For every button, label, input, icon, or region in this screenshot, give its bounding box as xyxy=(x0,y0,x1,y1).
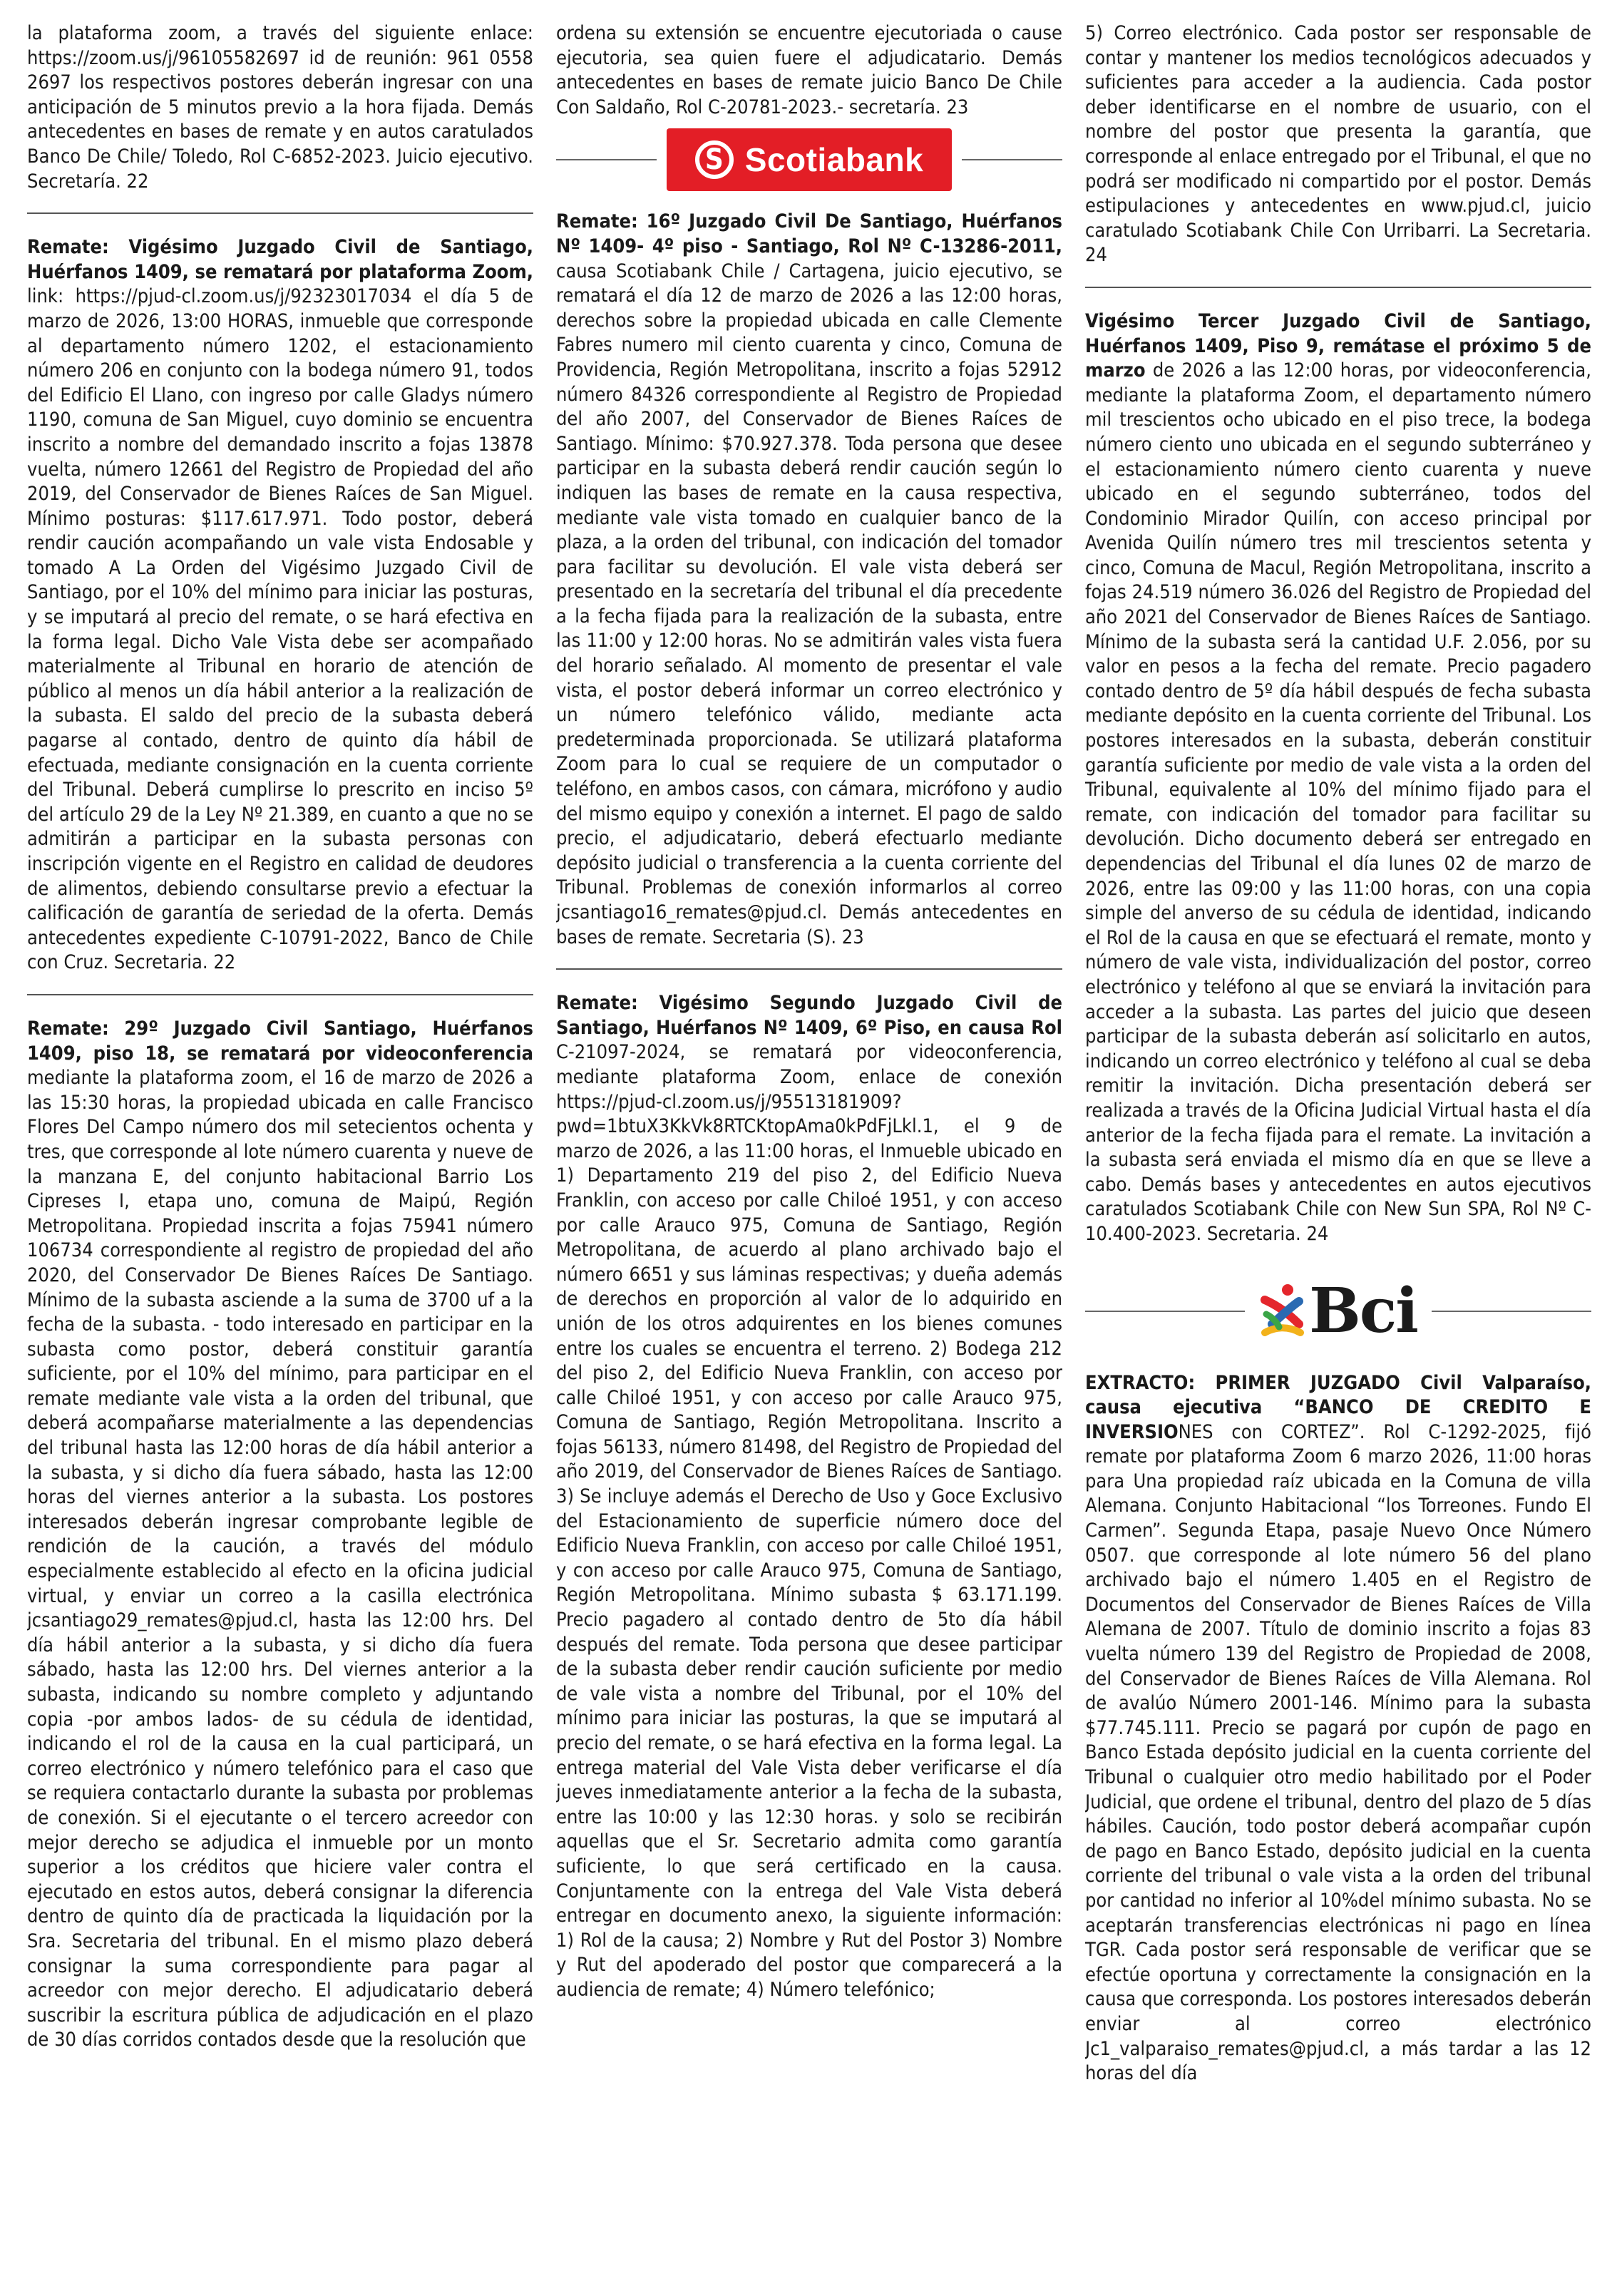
notice-divider xyxy=(27,212,533,214)
bci-logo xyxy=(1259,1274,1417,1347)
column-3 xyxy=(1085,21,1591,2282)
notice-heading: Remate: Vigésimo Segundo Juzgado Civil de Santiago, Huérfanos Nº 1409, 6º Piso, en causa Rol xyxy=(556,992,1062,1039)
auction-notice xyxy=(556,21,1062,120)
notice-body: NES con CORTEZ”. Rol C-1292-2025, fijó remate por plataforma Zoom 6 marzo 2026, 11:00 horas para Una propiedad raíz ubicada en la Comuna de villa Alemana. Conjunto Habitacional “los Torreones. Fundo El Carmen”. Segunda Etapa, pasaje Nuevo Once Número 0507. que corresponde al lote número 56 del plano archivado bajo el número 1.405 en el Registro de Documentos del Conservador de Bienes Raíces de Villa Alemana de 2007. Título de dominio inscrito a fojas 83 vuelta número 139 del Registro de Propiedad de 2008, del Conservador de Bienes Raíces de Villa Alemana. Rol de avalúo Número 2001-146. Mínimo para la subasta $77.745.111. Precio se pagará por cupón de pago en Banco Estada depósito judicial en la cuenta corriente del Tribunal o cualquier otro medio habilitado por el Poder Judicial, que ordene el tribunal, dentro del plazo de 5 días hábiles. Caución, todo postor deberá acompañar cupón de pago en Banco Estado, depósito judicial en la cuenta corriente del tribunal o vale vista a la orden del tribunal por cantidad no inferior al 10%del mínimo subasta. No se aceptarán transferencias electrónicas ni pago en línea TGR. Cada postor será responsable de verificar que se efectúe oportuna y correctamente la consignación en la causa que corresponda. Los postores interesados deberán enviar al correo electrónico Jc1_valparaiso_remates@pjud.cl, a más tardar a las 12 horas del día xyxy=(1085,1420,1591,2085)
auction-notice xyxy=(556,991,1062,2002)
auction-notice xyxy=(1085,21,1591,268)
auction-notice xyxy=(27,235,533,975)
notice-heading: EXTRACTO: PRIMER JUZGADO Civil Valparaíso, causa ejecutiva “BANCO DE CREDITO E INVERSIO xyxy=(1085,1371,1591,1443)
scotiabank-s-icon: S xyxy=(695,140,734,179)
bci-logo-block xyxy=(1085,1274,1591,1347)
notice-body: mediante la plataforma zoom, el 16 de marzo de 2026 a las 15:30 horas, la propiedad ubicada en calle Francisco Flores Del Campo número dos mil setecientos ochenta y tres, que corresponde al lote número cuarenta y nueve de la manzana E, del conjunto habitacional Barrio Los Cipreses I, etapa uno, comuna de Maipú, Región Metropolitana. Propiedad inscrita a fojas 75941 número 106734 correspondiente al registro de propiedad del año 2020, del Conservador De Bienes Raíces De Santiago. Mínimo de la subasta asciende a la suma de 3700 uf a la fecha de la subasta. - todo interesado en participar en la subasta como postor, deberá constituir garantía suficiente, por el 10% del mínimo, para participar en el remate mediante vale vista a la orden del tribunal, que deberá acompañarse materialmente a las dependencias del tribunal hasta las 12:00 horas de día hábil anterior a la subasta, y si dicho día fuera sábado, hasta las 12:00 horas del viernes anterior a la subasta. Los postores interesados deberán ingresar comprobante legible de rendición de la caución, a través del módulo especialmente establecido al efecto en la oficina judicial virtual, y enviar un correo a la casilla electrónica jcsantiago29_remates@pjud.cl, hasta las 12:00 hrs. Del día hábil anterior a la subasta, y si dicho día fuera sábado, hasta las 12:00 hrs. Del viernes anterior a la subasta, indicando su nombre completo y adjuntando copia -por ambos lados- de su cédula de identidad, indicando el rol de la causa en la cual participará, un correo electrónico y número telefónico para el caso que se requiera contactarlo durante la subasta por problemas de conexión. Si el ejecutante o el tercero acreedor con mejor derecho se adjudica el inmueble por un monto superior a los créditos que hiciere valer contra el ejecutado en estos autos, deberá consignar la diferencia dentro de quinto día de practicada la liquidación por la Sra. Secretaria del tribunal. En el mismo plazo deberá consignar la suma correspondiente para pagar al acreedor con mejor derecho. El adjudicatario deberá suscribir la escritura pública de adjudicación en el plazo de 30 días corridos contados desde que la resolución que xyxy=(27,1067,533,2051)
bci-wordmark: Bci xyxy=(1309,1274,1417,1347)
notice-body: de 2026 a las 12:00 horas, por videoconferencia, mediante la plataforma Zoom, el departamento número mil trescientos ocho ubicado en el piso trece, la bodega número ciento uno ubicada en el segundo subterráneo y el estacionamiento número ciento cuarenta y nueve ubicado en el segundo subterráneo, todos del Condominio Mirador Quilín, con acceso principal por Avenida Quilín número tres mil trescientos setenta y cinco, Comuna de Macul, Región Metropolitana, inscrito a fojas 24.519 número 36.026 del Registro de Propiedad del año 2021 del Conservador de Bienes Raíces de Santiago. Mínimo de la subasta será la cantidad U.F. 2.056, por su valor en pesos a la fecha del remate. Precio pagadero contado dentro de 5º día hábil después de fecha subasta mediante depósito en la cuenta corriente del Tribunal. Los postores interesados en la subasta, deberán constituir garantía suficiente por medio de vale vista a la orden del Tribunal, equivalente al 10% del mínimo fijado para el remate, con indicación del tomador para facilitar su devolución. Dicho documento deberá ser entregado en dependencias del Tribunal el día lunes 02 de marzo de 2026, entre las 09:00 y las 11:00 horas, con una copia simple del anverso de su cédula de identidad, indicando el Rol de la causa en que se efectuará el remate, monto y número de vale vista, individualización del postor, correo electrónico y teléfono al que se enviará la invitación para acceder a la subasta. Las partes del juicio que deseen participar de la subasta deberán así solicitarlo en autos, indicando un correo electrónico y teléfono al cual se deba remitir la invitación. Dicha presentación deberá ser realizada a través de la Oficina Judicial Virtual hasta el día anterior de la fecha fijada para el remate. La invitación a la subasta será enviada el mismo día en que se lleve a cabo. Demás bases y antecedentes en autos ejecutivos caratulados Scotiabank Chile con New Sun SPA, Rol Nº C-10.400-2023. Secretaria. 24 xyxy=(1085,359,1591,1245)
auction-notice xyxy=(1085,1371,1591,2086)
scotiabank-logo-block xyxy=(556,127,1062,193)
notice-body: la plataforma zoom, a través del siguiente enlace: https://zoom.us/j/96105582697 id de reunión: 961 0558 2697 los respectivos postores deberán ingresar con una anticipación de 5 minutos previo a la hora fijada. Demás antecedentes en bases de remate y en autos caratulados Banco De Chile/ Toledo, Rol C-6852-2023. Juicio ejecutivo. Secretaría. 22 xyxy=(27,22,533,193)
logo-rule-left xyxy=(1085,1311,1245,1312)
notice-divider xyxy=(1085,287,1591,288)
notice-body: C-21097-2024, se rematará por videoconferencia, mediante plataforma Zoom, enlace de conexión https://pjud-cl.zoom.us/j/95513181909?pwd=1btuX3KkVk8RTCKtopAma0kPdFjLkl.1, el 9 de marzo de 2026, a las 11:00 horas, el Inmueble ubicado en 1) Departamento 219 del piso 2, del Edificio Nueva Franklin, con acceso por calle Chiloé 1951, y con acceso por calle Arauco 975, Comuna de Santiago, Región Metropolitana, de acuerdo al plano archivado bajo el número 6651 y sus láminas respectivas; y dueña además de derechos en proporción al valor de lo adquirido en unión de los otros adquirentes en los bienes comunes entre los cuales se encuentra el terreno. 2) Bodega 212 del piso 2, del Edificio Nueva Franklin, con acceso por calle Chiloé 1951, y con acceso por calle Arauco 975, Comuna de Santiago, Región Metropolitana. Inscrito a fojas 56133, número 81498, del Registro de Propiedad del año 2019, del Conservador de Bienes Raíces de Santiago. 3) Se incluye además el Derecho de Uso y Goce Exclusivo del Estacionamiento de superficie número doce del Edificio Nueva Franklin, con acceso por calle Chiloé 1951, y con acceso por calle Arauco 975, Comuna de Santiago, Región Metropolitana. Mínimo subasta $ 63.171.199. Precio pagadero al contado dentro de 5to día hábil después del remate. Toda persona que desee participar de la subasta deber rendir caución suficiente por medio de vale vista a nombre del Tribunal, por el 10% del mínimo para iniciar las posturas, la que se imputará al precio del remate, o se hará efectiva en la forma legal. La entrega material del Vale Vista deber verificarse el día jueves inmediatamente anterior a la fecha de la subasta, entre las 10:00 y las 12:30 horas. y solo se recibirán aquellas que el Sr. Secretario admita como garantía suficiente, lo que será certificado en la causa. Conjuntamente con la entrega del Vale Vista deberá entregar en documento anexo, la siguiente información: 1) Rol de la causa; 2) Nombre y Rut del Postor 3) Nombre y Rut del apoderado del postor que comparecerá a la audiencia de remate; 4) Número telefónico; xyxy=(556,1041,1062,2001)
scotiabank-logo xyxy=(667,128,952,191)
logo-rule-right xyxy=(962,159,1062,160)
logo-rule-right xyxy=(1432,1311,1591,1312)
scotiabank-wordmark: Scotiabank xyxy=(744,141,924,179)
notice-body: ordena su extensión se encuentre ejecutoriada o cause ejecutoria, sea quien fuere el adjudicatario. Demás antecedentes en bases de remate juicio Banco De Chile Con Saldaño, Rol C-20781-2023.- secretaría. 23 xyxy=(556,22,1062,118)
column-2 xyxy=(556,21,1062,2282)
auction-notice xyxy=(1085,309,1591,1247)
auction-notice xyxy=(556,210,1062,950)
logo-rule-left xyxy=(556,159,657,160)
notice-heading: Remate: 16º Juzgado Civil De Santiago, Huérfanos Nº 1409- 4º piso - Santiago, Rol Nº C-13286-2011, xyxy=(556,210,1062,257)
notice-heading: Remate: Vigésimo Juzgado Civil de Santiago, Huérfanos 1409, se rematará por plataforma Zoom, xyxy=(27,236,533,283)
notice-body: 5) Correo electrónico. Cada postor ser responsable de contar y mantener los medios tecnológicos adecuados y suficientes para acceder a la audiencia. Cada postor deber identificarse en el nombre de usuario, con el nombre del postor que presenta la garantía, que corresponde al enlace entregado por el Tribunal, el que no podrá ser modificado ni compartido por el postor. Demás estipulaciones y antecedentes en www.pjud.cl, juicio caratulado Scotiabank Chile Con Urribarri. La Secretaria. 24 xyxy=(1085,22,1591,267)
notice-body: causa Scotiabank Chile / Cartagena, juicio ejecutivo, se rematará el día 12 de marzo de 2026 a las 12:00 horas, derechos sobre la propiedad ubicada en calle Clemente Fabres numero mil ciento cuarenta y cinco, Comuna de Providencia, Región Metropolitana, inscrito a fojas 52912 número 84326 correspondiente al Registro de Propiedad del año 2007, del Conservador de Bienes Raíces de Santiago. Mínimo: $70.927.378. Toda persona que desee participar en la subasta deberá rendir caución según lo indiquen las bases de remate en la causa respectiva, mediante vale vista tomado en cualquier banco de la plaza, a la orden del tribunal, con indicación del tomador para facilitar su devolución. El vale vista deberá ser presentado en la secretaría del tribunal el día precedente a la fecha fijada para la realización de la subasta, entre las 11:00 y 12:00 horas. No se admitirán vales vista fuera del horario señalado. Al momento de presentar el vale vista, el postor deberá informar un correo electrónico y un número telefónico válido, mediante acta predeterminada proporcionada. Se utilizará plataforma Zoom para lo cual se requiere de un computador o teléfono, en ambos casos, con cámara, micrófono y audio del mismo equipo y conexión a internet. El pago de saldo precio, el adjudicatario, deberá efectuarlo mediante depósito judicial o transferencia a la cuenta corriente del Tribunal. Problemas de conexión informarlos al correo jcsantiago16_remates@pjud.cl. Demás antecedentes en bases de remate. Secretaria (S). 23 xyxy=(556,260,1062,948)
notice-body: link: https://pjud-cl.zoom.us/j/92323017034 el día 5 de marzo de 2026, 13:00 HORAS, inmueble que corresponde al departamento número 1202, el estacionamiento número 206 en conjunto con la bodega número 91, todos del Edificio El Llano, con ingreso por calle Gladys número 1190, comuna de San Miguel, cuyo dominio se encuentra inscrito a nombre del demandado inscrito a fojas 13878 vuelta, número 12661 del Registro de Propiedad del año 2019, del Conservador de Bienes Raíces de San Miguel. Mínimo posturas: $117.617.971. Todo postor, deberá rendir caución acompañando un vale vista Endosable y tomado A La Orden del Vigésimo Juzgado Civil de Santiago, por el 10% del mínimo para iniciar las posturas, y se imputará al precio del remate, o se hará efectiva en la forma legal. Dicho Vale Vista debe ser acompañado materialmente al Tribunal en horario de atención de público al menos un día hábil anterior a la realización de la subasta. El saldo del precio de la subasta deberá pagarse al contado, dentro de quinto día hábil de efectuada, mediante consignación en la cuenta corriente del Tribunal. Deberá cumplirse lo prescrito en inciso 5º del artículo 29 de la Ley Nº 21.389, en cuanto a que no se admitirán a participar en la subasta personas con inscripción vigente en el Registro en calidad de deudores de alimentos, debiendo consultarse previo a efectuar la calificación de garantía de seriedad de la oferta. Demás antecedentes expediente C-10791-2022, Banco de Chile con Cruz. Secretaria. 22 xyxy=(27,285,533,974)
column-1 xyxy=(27,21,533,2282)
bci-mark-icon xyxy=(1259,1283,1305,1340)
notice-heading: Remate: 29º Juzgado Civil Santiago, Huérfanos 1409, piso 18, se rematará por videoconferencia xyxy=(27,1017,533,1065)
notice-divider xyxy=(556,968,1062,970)
notice-divider xyxy=(27,994,533,995)
auction-notice xyxy=(27,1017,533,2053)
notice-heading: Vigésimo Tercer Juzgado Civil de Santiago, Huérfanos 1409, Piso 9, remátase el próximo 5 de marzo xyxy=(1085,309,1591,382)
auction-notice xyxy=(27,21,533,194)
